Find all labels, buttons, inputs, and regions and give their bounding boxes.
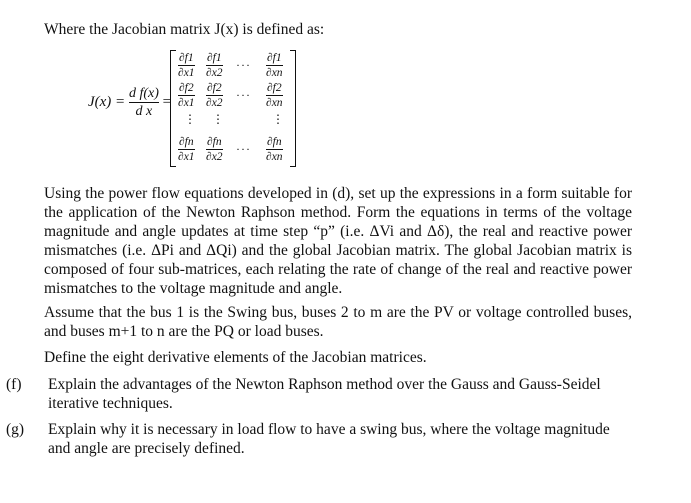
hdots: ···	[236, 88, 251, 102]
jacobian-matrix	[170, 50, 296, 167]
question-label: (f)	[6, 376, 22, 393]
matrix-cell: ∂fn ∂xn	[266, 136, 283, 163]
derivative-fraction	[129, 86, 159, 119]
vdots: ⋮	[272, 112, 285, 126]
matrix-cell: ∂f1 ∂x1	[178, 52, 195, 79]
question-text: Explain why it is necessary in load flow to have a swing bus, where the voltage magnitude and angle are precisely defined.	[48, 421, 610, 457]
matrix-cell: ∂f1 ∂x2	[206, 52, 223, 79]
matrix-cell: ∂fn ∂x1	[178, 136, 195, 163]
matrix-cell: ∂f2 ∂xn	[266, 82, 283, 109]
vdots: ⋮	[184, 112, 197, 126]
question-text: Explain the advantages of the Newton Raphson method over the Gauss and Gauss-Seidel iterative techniques.	[48, 376, 601, 412]
right-bracket	[290, 50, 296, 167]
hdots: ···	[236, 142, 251, 156]
paragraph-define-elements: Define the eight derivative elements of the Jacobian matrices.	[44, 349, 427, 366]
jacobian-lhs	[88, 86, 171, 119]
paragraph-bus-assumption: Assume that the bus 1 is the Swing bus, buses 2 to m are the PV or voltage controlled buses, and buses m+1 to n are the PQ or load buses.	[44, 304, 632, 340]
equals-sign: =	[162, 93, 172, 110]
derivative-numerator: d f(x)	[128, 86, 159, 101]
hdots: ···	[236, 58, 251, 72]
matrix-cell: ∂f2 ∂x2	[206, 82, 223, 109]
derivative-denominator: d x	[135, 104, 153, 119]
matrix-cell: ∂fn ∂x2	[206, 136, 223, 163]
vdots: ⋮	[212, 112, 225, 126]
jacobian-symbol: J(x) =	[88, 93, 126, 110]
question-label: (g)	[6, 421, 25, 438]
matrix-cell: ∂f2 ∂x1	[178, 82, 195, 109]
left-bracket	[170, 50, 176, 167]
paragraph-newton-raphson: Using the power flow equations developed in (d), set up the expressions in a form suitable for the application of the Newton Raphson method. Form the equations in terms of the voltage magnitude and angle updates at time step “p” (i.e. ΔVi and Δδ), the real and reactive power mismatches (i.e. ΔPi and ΔQi) and the global Jacobian matrix. The global Jacobian matrix is composed of four sub-matrices, each relating the rate of change of the real and reactive power mismatches to the voltage magnitude and angle.	[44, 185, 632, 297]
intro-text: Where the Jacobian matrix J(x) is defined as:	[44, 21, 325, 38]
matrix-cell: ∂f1 ∂xn	[266, 52, 283, 79]
